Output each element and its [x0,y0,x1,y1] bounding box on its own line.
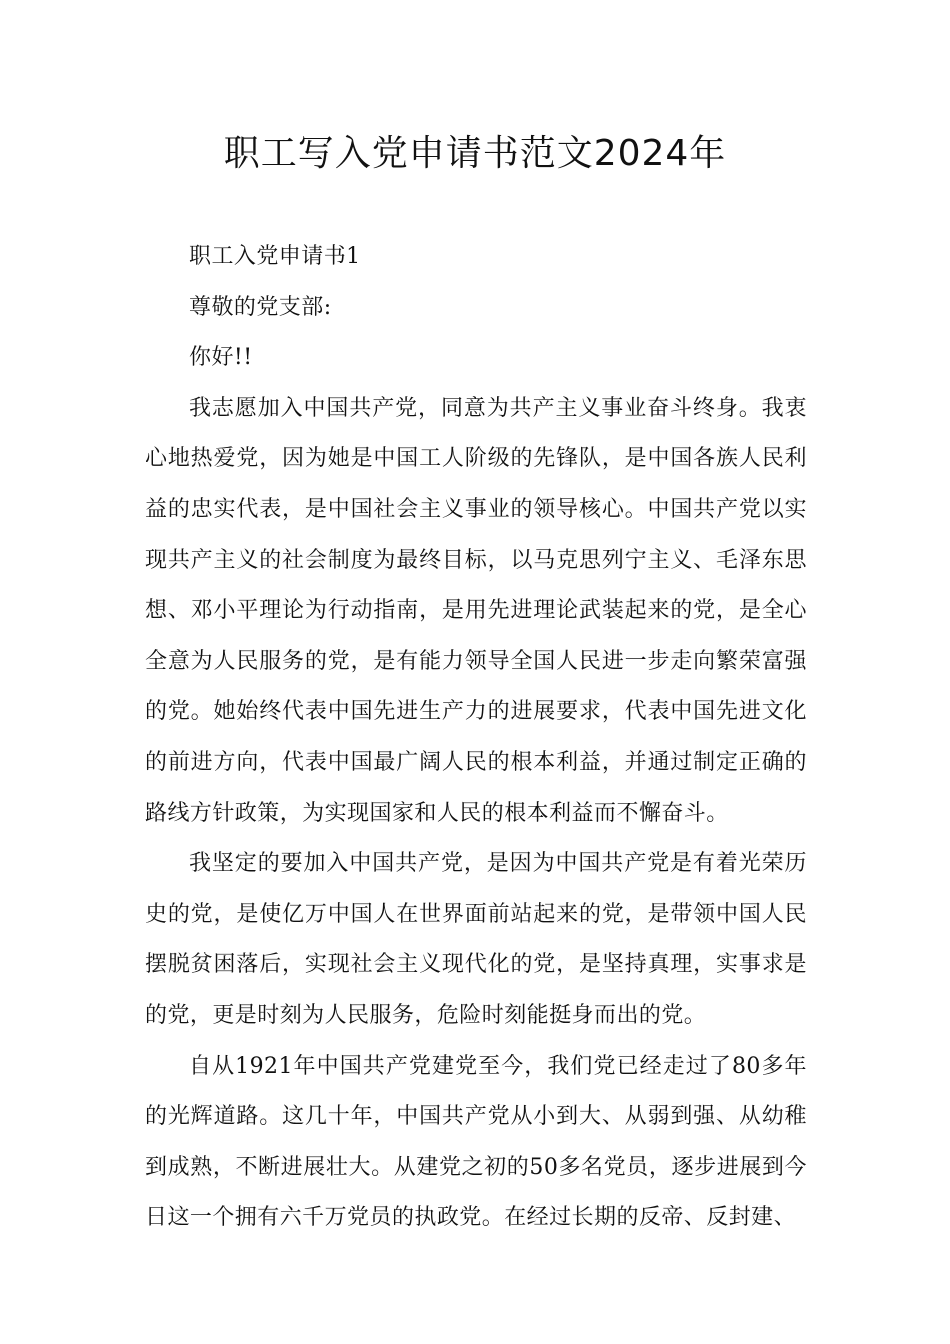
paragraph: 我坚定的要加入中国共产党，是因为中国共产党是有着光荣历史的党，是使亿万中国人在世界面前站起来的党，是带领中国人民摆脱贫困落后，实现社会主义现代化的党，是坚持真理，实事求是的党，更是时刻为人民服务，危险时刻能挺身而出的党。 [145,851,807,1028]
document-title: 职工写入党申请书范文2024年 [223,133,727,174]
paragraph: 自从1921年中国共产党建党至今，我们党已经走过了80多年的光辉道路。这几十年，中国共产党从小到大、从弱到强、从幼稚到成熟，不断进展壮大。从建党之初的50多名党员，逐步进展到今日这一个拥有六千万党员的执政党。在经过长期的反帝、反封建、 [145,1053,807,1231]
paragraph-greeting: 你好!! [189,345,253,371]
paragraph-salutation: 尊敬的党支部: [189,294,332,320]
paragraph-heading: 职工入党申请书1 [189,244,361,269]
paragraph: 我志愿加入中国共产党，同意为共产主义事业奋斗终身。我衷心地热爱党，因为她是中国工人阶级的先锋队，是中国各族人民利益的忠实代表，是中国社会主义事业的领导核心。中国共产党以实现共产主义的社会制度为最终目标，以马克思列宁主义、毛泽东思想、邓小平理论为行动指南，是用先进理论武装起来的党，是全心全意为人民服务的党，是有能力领导全国人民进一步走向繁荣富强的党。她始终代表中国先进生产力的进展要求，代表中国先进文化的前进方向，代表中国最广阔人民的根本利益，并通过制定正确的路线方针政策，为实现国家和人民的根本利益而不懈奋斗。 [145,395,807,826]
document-body [145,232,807,1244]
